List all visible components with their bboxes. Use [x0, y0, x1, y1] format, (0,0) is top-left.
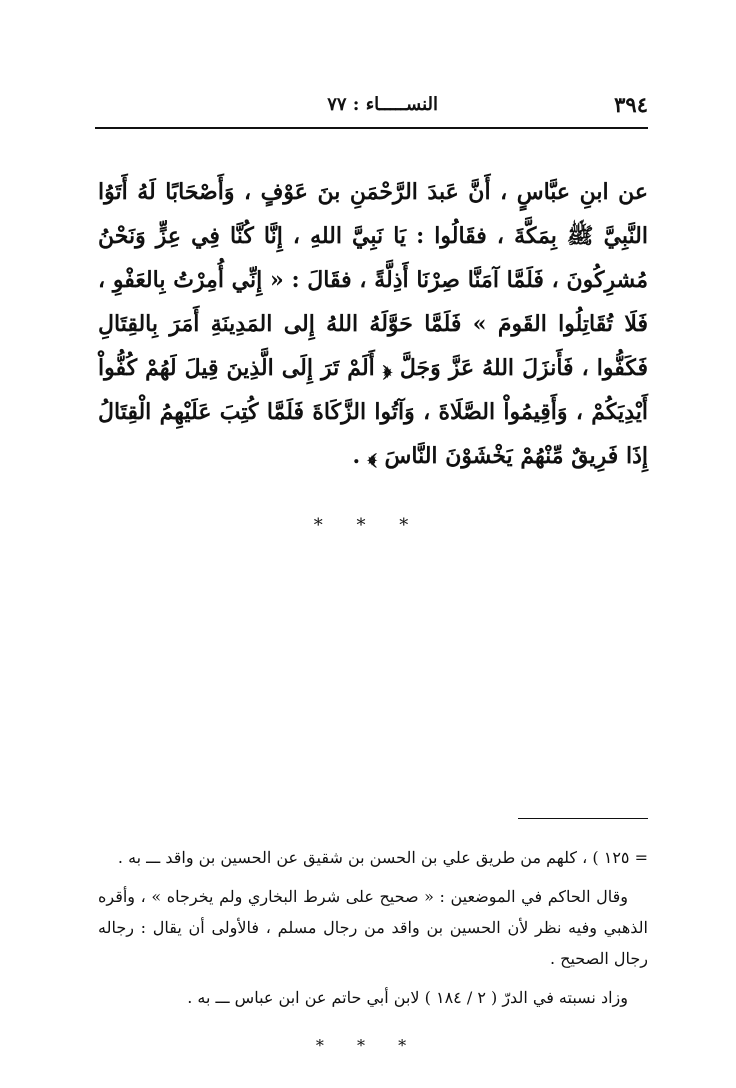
footnote-paragraph: وقال الحاكم في الموضعين : « صحيح على شرط البخاري ولم يخرجاه » ، وأقره الذهبي وفيه نظر لأن الحسين بن واقد من رجال مسلم ، فالأولى أن يقال : رجاله رجال الصحيح .: [98, 887, 649, 968]
footnote-paragraph: وزاد نسبته في الدرّ ( ٢ / ١٨٤ ) لابن أبي حاتم عن ابن عباس ـــ به .: [187, 988, 628, 1007]
page-header: [95, 92, 648, 120]
header-rule: [95, 127, 648, 129]
bottom-separator: * * *: [315, 1036, 421, 1055]
page-number: ٣٩٤: [614, 92, 648, 117]
footnote-line: = ١٢٥ ) ، كلهم من طريق علي بن الحسن بن شقيق عن الحسين بن واقد ـــ به .: [117, 848, 648, 867]
hadith-paragraph: عن ابنِ عبَّاسٍ ، أَنَّ عَبدَ الرَّحْمَنِ بنَ عَوْفٍ ، وَأَصْحَابًا لَهُ أَتَوُا النَّبِيَّ ﷺ بِمَكَّةَ ، فقَالُوا : يَا نَبِيَّ اللهِ ، إِنَّا كُنَّا فِي عِزٍّ وَنَحْنُ مُشرِكُونَ ، فَلَمَّا آمَنَّا صِرْنَا أَذِلَّةً ، فقَالَ : « إِنِّي أُمِرْتُ بِالعَفْوِ ، فَلَا تُقَاتِلُوا القَومَ » فَلَمَّا حَوَّلَهُ اللهُ إِلى المَدِينَةِ أَمَرَ بِالقِتَالِ فَكَفُّوا ، فَأَنزَلَ اللهُ عَزَّ وَجَلَّ ﴿ أَلَمْ تَرَ إِلَى الَّذِينَ قِيلَ لَهُمْ كُفُّواْ أَيْدِيَكُمْ ، وَأَقِيمُواْ الصَّلَاةَ ، وَآتُوا الزَّكَاةَ فَلَمَّا كُتِبَ عَلَيْهِمُ الْقِتَالُ إِذَا فَرِيقٌ مِّنْهُمْ يَخْشَوْنَ النَّاسَ ﴾ .: [98, 179, 648, 469]
footnote-rule: [518, 818, 648, 819]
running-title: النســـــاء : ٧٧: [327, 94, 438, 115]
footnotes: [98, 842, 648, 1013]
section-separator: * * *: [313, 515, 423, 536]
main-text: [98, 170, 648, 478]
